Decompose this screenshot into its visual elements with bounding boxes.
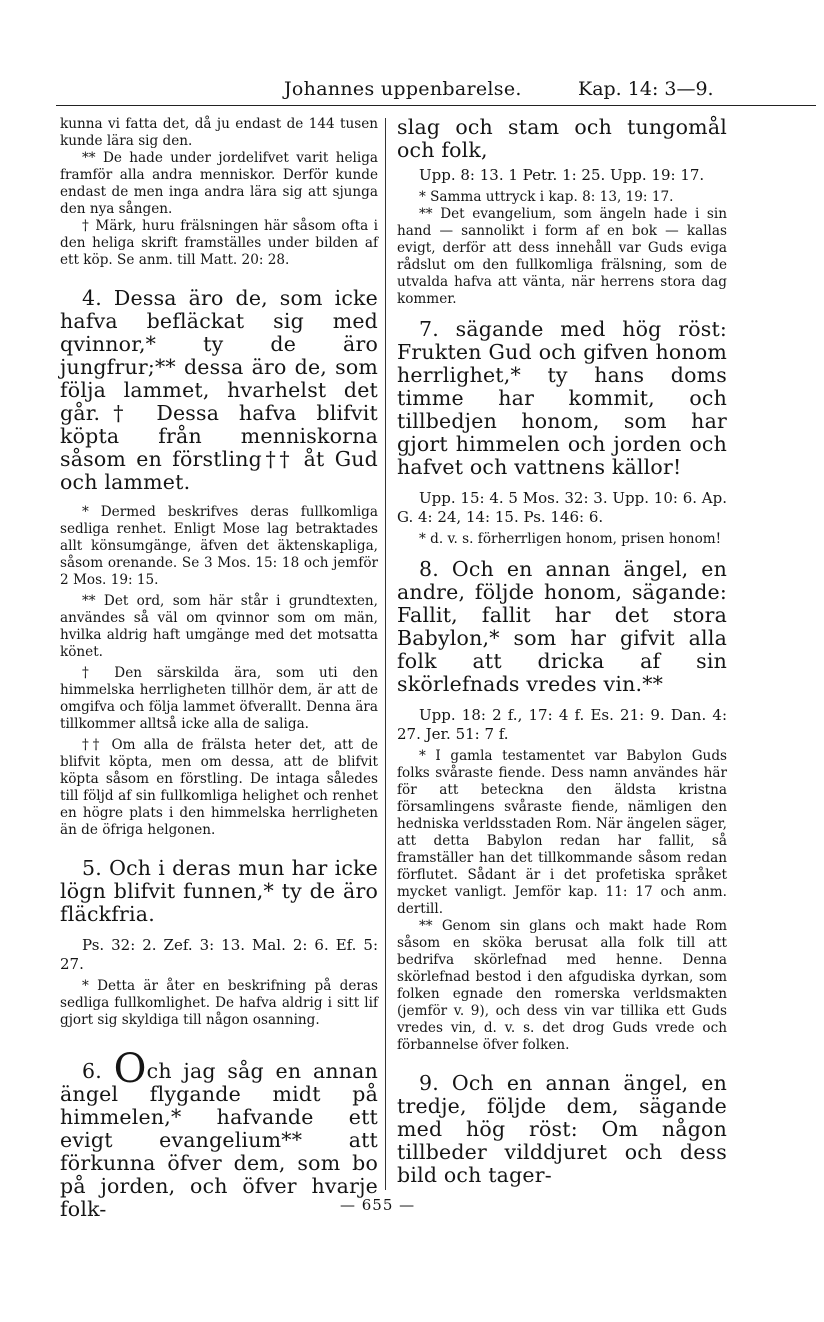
verse-number: 6. (82, 1059, 102, 1083)
cross-references: Upp. 18: 2 f., 17: 4 f. Es. 21: 9. Dan. 4: 27. Jer. 51: 7 f. (397, 706, 727, 743)
footnote: * Samma uttryck i kap. 8: 13, 19: 17. (419, 189, 674, 205)
page-number: — 655 — (340, 1196, 416, 1214)
footnote: ** Det ord, som här står i grundtexten, användes så väl om qvinnor som om män, hvilka aldrig haft umgänge med det motsatta könet. (60, 593, 378, 660)
verse-8: 8. Och en annan ängel, en andre, följde honom, sägande: Fallit, fallit har det stora Babylon,* som har gifvit alla folk att dricka af sin skörlefnads vredes vin.** (397, 557, 727, 696)
drop-capital: O (113, 1046, 147, 1092)
footnote: kunna vi fatta det, då ju endast de 144 tusen kunde lära sig den. (60, 116, 378, 149)
verse-6 (60, 1046, 378, 1221)
verse-5: 5. Och i deras mun har icke lögn blifvit funnen,* ty de äro fläckfria. (60, 856, 378, 926)
verse-7: 7. sägande med hög röst: Frukten Gud och gifven honom herrlighet,* ty hans doms timme har kommit, och tillbedjen honom, som har gjort himmelen och jorden och hafvet och vattnens källor! (397, 317, 727, 479)
cross-references: Upp. 8: 13. 1 Petr. 1: 25. Upp. 19: 17. (419, 166, 705, 184)
footnote: † Märk, huru frälsningen här såsom ofta i den heliga skrift framställes under bilden af ett köp. Se anm. till Matt. 20: 28. (60, 218, 378, 268)
footnote: † Den särskilda ära, som uti den himmelska herrligheten tillhör dem, är att de omgifva och följa lammet öfverallt. Denna ära tillkommer alltså icke alla de saliga. (60, 665, 378, 732)
cross-references: Ps. 32: 2. Zef. 3: 13. Mal. 2: 6. Ef. 5: 27. (60, 936, 378, 973)
footnote: * I gamla testamentet var Babylon Guds folks svåraste fiende. Dess namn användes här för att beteckna den äldsta kristna församlingens svåraste fiende, nämligen den hedniska verldsstaden Rom. När ängelen säger, att detta Babylon redan har fallit, så framställer han det tillkommande såsom redan förflutet. Sådant är i det profetiska språket mycket vanligt. Jemför kap. 11: 17 och anm. dertill. (397, 748, 727, 917)
verse-4: 4. Dessa äro de, som icke hafva befläckat sig med qvinnor,* ty de äro jungfrur;** dessa äro de, som följa lammet, hvarhelst det går.† Dessa hafva blifvit köpta från menniskorna såsom en förstling†† åt Gud och lammet. (60, 286, 378, 494)
footnote: ** De hade under jordelifvet varit heliga framför alla andra menniskor. Derför kunde endast de men inga andra lära sig att sjunga den nya sången. (60, 150, 378, 217)
verse-6-continued: slag och stam och tungomål och folk, (397, 115, 727, 162)
header-rule (56, 105, 816, 106)
footnote: * Detta är åter en beskrifning på deras sedliga fullkomlighet. De hafva aldrig i sitt lif gjort sig skyldiga till någon osanning. (60, 978, 378, 1028)
footnote: * d. v. s. förherrligen honom, prisen honom! (419, 531, 722, 547)
column-divider (385, 118, 386, 1190)
chapter-reference: Kap. 14: 3—9. (578, 78, 714, 100)
right-column (397, 116, 727, 1187)
running-header (56, 78, 816, 108)
left-column (60, 116, 378, 1221)
verse-9: 9. Och en annan ängel, en tredje, följde dem, sägande med hög röst: Om någon tillbeder vilddjuret och dess bild och tager- (397, 1071, 727, 1187)
footnote: ** Det evangelium, som ängeln hade i sin hand — sannolikt i form af en bok — kallas evigt, derför att dess innehåll var Guds eviga rådslut om den fullkomliga frälsning, som de utvalda hafva att vänta, när herrens stora dag kommer. (397, 206, 727, 307)
verse-6-text: ch jag såg en annan ängel flygande midt på himmelen,* hafvande ett evigt evangelium** att förkunna öfver dem, som bo på jorden, och öfver hvarje folk- (60, 1059, 378, 1221)
footnote: †† Om alla de frälsta heter det, att de blifvit köpta, men om dessa, att de blifvit köpta såsom en förstling. De intaga således till följd af sin fullkomliga helighet och renhet en högre plats i den himmelska herrligheten än de öfriga helgonen. (60, 737, 378, 838)
book-title: Johannes uppenbarelse. (284, 78, 522, 100)
footnote: ** Genom sin glans och makt hade Rom såsom en sköka berusat alla folk till att bedrifva skörlefnad med henne. Denna skörlefnad bestod i den afgudiska dyrkan, som folken egnade den romerska verldsmakten (jemför v. 9), och dess vin var tillika ett Guds vredes vin, d. v. s. det drog Guds vrede och förbannelse öfver folken. (397, 918, 727, 1053)
cross-references: Upp. 15: 4. 5 Mos. 32: 3. Upp. 10: 6. Ap. G. 4: 24, 14: 15. Ps. 146: 6. (397, 489, 727, 526)
footnote: * Dermed beskrifves deras fullkomliga sedliga renhet. Enligt Mose lag betraktades allt könsumgänge, äfven det äktenskapliga, såsom orenande. Se 3 Mos. 15: 18 och jemför 2 Mos. 19: 15. (60, 504, 378, 588)
